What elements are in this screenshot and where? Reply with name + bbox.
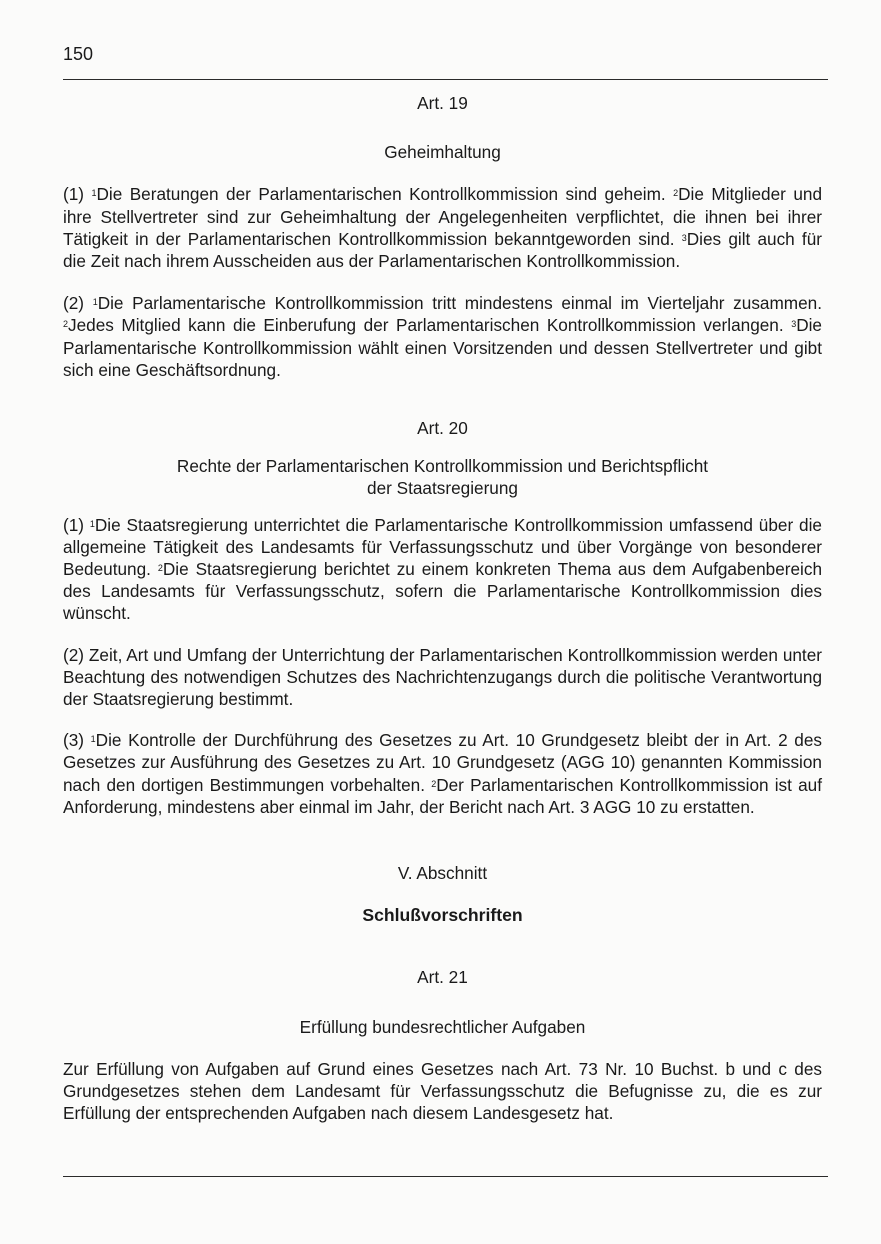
art-20-paragraph-3: (3) $^1$Die Kontrolle der Durchführung des Gesetzes zu Art. 10 Grundgesetz bleibt der in Art. 2 des Gesetzes zur Ausführung des Gesetzes zu Art. 10 Grundgesetz (AGG 10) genannten Kommission nach den dortigen Bestimmungen vorbehalten. $^2$Der Parlamentarischen Kontrollkommission ist auf Anforderung, mindestens aber einmal im Jahr, der Bericht nach Art. 3 AGG 10 zu erstatten. xyxy=(63,730,823,817)
art-20-paragraph-1: (1) $^1$Die Staatsregierung unterrichtet die Parlamentarische Kontrollkommission umfassend über die allgemeine Tätigkeit des Landesamts für Verfassungsschutz und über Vorgänge von besonderer Bedeutung. $^2$Die Staatsregierung berichtet zu einem konkreten Thema aus dem Aufgabenbereich des Landesamts für Verfassungsschutz, sofern die Parlamentarische Kontrollkommission dies wünscht. xyxy=(63,514,823,624)
document-body xyxy=(63,92,822,1125)
footer-rule xyxy=(63,1176,828,1177)
section-title: Schlußvorschriften xyxy=(362,905,523,926)
art-19-paragraph-1: (1) $^1$Die Beratungen der Parlamentarischen Kontrollkommission sind geheim. $^2$Die Mitglieder und ihre Stellvertreter sind zur Geheimhaltung der Angelegenheiten verpflichtet, die ihnen bei ihrer Tätigkeit in der Parlamentarischen Kontrollkommission bekanntgeworden sind. $^3$Dies gilt auch für die Zeit nach ihrem Ausscheiden aus der Parlamentarischen Kontrollkommission. xyxy=(63,184,823,272)
art-21-paragraph: Zur Erfüllung von Aufgaben auf Grund eines Gesetzes nach Art. 73 Nr. 10 Buchst. b und c des Grundgesetzes stehen dem Landesamt für Verfassungsschutz die Befugnisse zu, die es zur Erfüllung der entsprechenden Aufgaben nach diesem Landesgesetz hat. xyxy=(63,1058,822,1124)
section-number: V. Abschnitt xyxy=(397,863,488,884)
art-19-title: Geheimhaltung xyxy=(384,142,501,163)
art-20-paragraph-2: (2) Zeit, Art und Umfang der Unterrichtung der Parlamentarischen Kontrollkommission werden unter Beachtung des notwendigen Schutzes des Nachrichtenzugangs durch die politische Verantwortung der Staatsregierung bestimmt. xyxy=(63,644,822,710)
art-20-title-line-1: Rechte der Parlamentarischen Kontrollkommission und Berichtspflicht xyxy=(176,456,709,477)
art-20-number: Art. 20 xyxy=(417,418,468,439)
art-20-title-line-2: der Staatsregierung xyxy=(367,478,518,499)
art-21-title: Erfüllung bundesrechtlicher Aufgaben xyxy=(299,1016,586,1037)
art-21-number: Art. 21 xyxy=(417,967,468,988)
header-rule xyxy=(63,79,828,80)
art-19-paragraph-2: (2) $^1$Die Parlamentarische Kontrollkommission tritt mindestens einmal im Vierteljahr zusammen. $^2$Jedes Mitglied kann die Einberufung der Parlamentarischen Kontrollkommission verlangen. $^3$Die Parlamentarische Kontrollkommission wählt einen Vorsitzenden und dessen Stellvertreter und gibt sich eine Geschäftsordnung. xyxy=(63,293,823,380)
art-19-number: Art. 19 xyxy=(417,93,468,113)
page-number: 150 xyxy=(63,44,94,64)
